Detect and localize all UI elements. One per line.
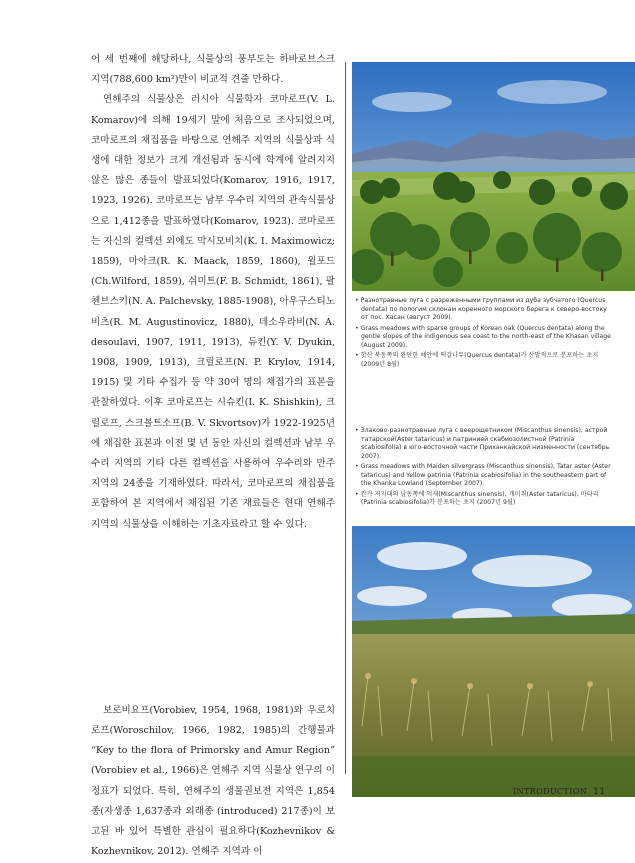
caption-2-english: • Grass meadows with Maiden silvergrass (Miscanthus sinensis), Tatar aster (Aster tataricus) and Yellow patrinia (Patrinia scabiosifolia) in the southeastern part of the Khanka Lowland (September 2007).: [355, 463, 613, 489]
photo-1-caption: [355, 297, 613, 371]
page-footer: [513, 787, 605, 797]
caption-1-korean: • 핫산 북동쪽의 완만한 해안에 떡갈나무(Quercus dentata)가 산발적으로 분포하는 초지 (2009년 8월): [355, 352, 613, 369]
body-paragraph-1: 어 세 번째에 해당하나, 식물상의 풍부도는 하바로브스크 지역(788,600 km²)만이 비교적 견줄 만하다.: [91, 54, 335, 86]
photo-oak-meadow: [352, 62, 635, 291]
photo-2-caption: [355, 427, 613, 510]
main-text-column: [91, 50, 335, 863]
caption-1-russian: • Разнотравные луга с разреженными группами из дуба зубчатого (Quercus dentata) по пологим склонам коренного морского берега к северо-востоку от пос. Хасан (август 2009).: [355, 297, 613, 323]
page-number: 11: [593, 787, 606, 797]
column-gap: [91, 535, 335, 701]
running-section-title: INTRODUCTION: [513, 787, 588, 796]
caption-2-korean: • 칸카 저지대의 남동쪽에 억새(Miscanthus sinensis), 개미취(Aster tataricus), 마타리(Patrinia scabiosifolia)가 분포하는 초지 (2007년 9월): [355, 491, 613, 508]
caption-2-russian: • Злаково-разнотравные луга с веерощетником (Miscanthus sinensis), астрой татарской(Aster tataricus) и патринией скабиозолистной (Patrinia scabiosifolia) в юго-восточной части Приханкайской низменности (сентябрь 2007).: [355, 427, 613, 461]
body-paragraph-3: 보로비요프(Vorobiev, 1954, 1968, 1981)와 우로치로프(Woroschilov, 1966, 1982, 1985)의 간행물과 “Key to the flora of Primorsky and Amur Region” (Vorobiev et al., 1966)은 연해주 지역 식물상 연구의 이정표가 되었다. 특히, 연해주의 생물권보전 지역은 1,854종(자생종 1,637종과 외래종 (introduced) 217종)이 보고된 바 있어 특별한 관심이 필요하다(Kozhevnikov & Kozhevnikov, 2012). 연해주 지역과 이: [91, 704, 335, 858]
caption-1-english: • Grass meadows with sparse groups of Korean oak (Quercus dentata) along the gentle slopes of the indigenous sea coast to the north-east of the Khasan village (August 2009).: [355, 325, 613, 351]
column-divider: [345, 62, 346, 774]
body-paragraph-2: 연해주의 식물상은 러시아 식물학자 코마로프(V. L. Komarov)에 의해 19세기 말에 처음으로 조사되었으며, 코마로프의 채집품을 바탕으로 연해주 지역의 식물상과 식생에 대한 정보가 크게 개선됨과 동시에 학계에 알려지지 않은 많은 종들이 발표되었다(Komarov, 1916, 1917, 1923, 1926). 코마로프는 남부 우수리 지역의 관속식물상으로 1,412종을 발표하였다(Komarov, 1923). 코마로프는 자신의 컬렉션 외에도 막시모비치(K. I. Maximowicz; 1859), 마아크(R. K. Maack, 1859, 1860), 윌포드(Ch.Wilford, 1859), 쉬미트(F. B. Schmidt, 1861), 팔첸브스키(N. A. Palchevsky, 1885-1908), 아우구스티노비츠(R. M. Augustinovicz, 1880), 데소우라비(N. A. desoulavi, 1907, 1911, 1913), 듀킨(Y. V. Dyukin, 1908, 1909, 1913), 크릴로프(N. P. Krylov, 1914, 1915) 및 기타 수집가 등 약 30여 명의 채집가의 표본을 관찰하였다. 이후 코마로프는 시슈킨(I. K. Shishkin), 크릴로프, 스크볼트소프(B. V. Skvortsov)가 1922-1925년에 채집한 표본과 이전 몇 년 동안 자신의 컬렉션과 남부 우수리 지역의 기타 다른 컬렉션을 사용하여 우수리와 만주 지역의 24종을 기재하였다. 따라서, 코마로프의 채집품을 포함하여 본 지역에서 채집된 기존 재료들은 현대 연해주 지역의 식물상을 이해하는 기초자료라고 할 수 있다.: [91, 94, 335, 530]
photo-silvergrass-meadow: [352, 526, 635, 797]
